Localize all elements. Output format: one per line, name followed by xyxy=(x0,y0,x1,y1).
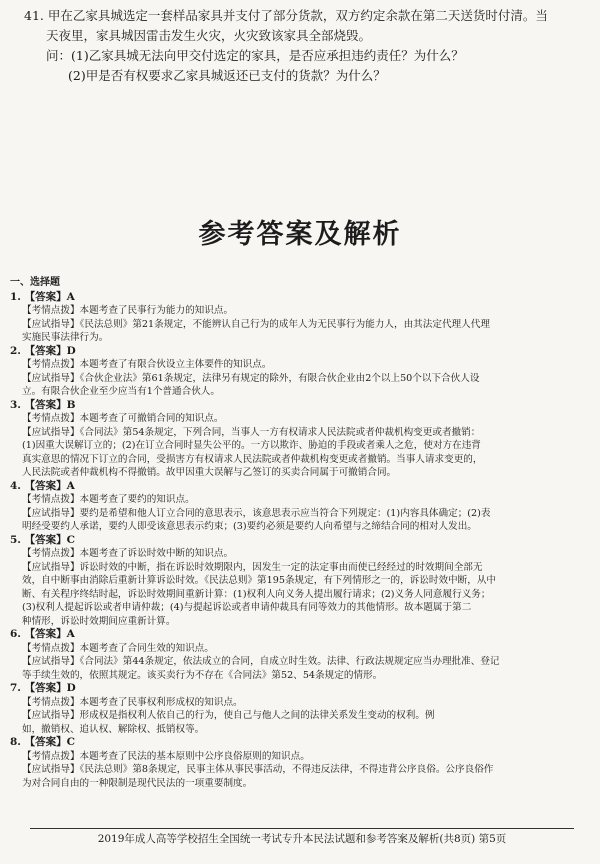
answer-item xyxy=(10,399,590,480)
answer-key: 4. 【答案】A xyxy=(10,479,75,492)
answer-item xyxy=(10,534,590,629)
answer-text-line: 明经受要约人承诺，要约人即受该意思表示约束；(3)要约必须是要约人向希望与之缔结合同的相对人发出。 xyxy=(22,521,477,532)
section-heading: 一、选择题 xyxy=(10,277,60,288)
answer-text-line: 等手续生效的，依照其规定。该买卖行为不存在《合同法》第52、54条规定的情形。 xyxy=(22,669,383,681)
answer-key: 8. 【答案】C xyxy=(10,736,75,748)
answer-key: 5. 【答案】C xyxy=(10,533,75,546)
answer-text-line: 实施民事法律行为。 xyxy=(22,332,109,343)
answer-key: 6. 【答案】A xyxy=(10,628,75,640)
question-41-line: (2)甲是否有权要求乙家具城返还已支付的货款？为什么？ xyxy=(68,68,386,83)
answer-text-line: 【应试指导】《民法总则》第8条规定，民事主体从事民事活动，不得违反法律，不得违背公序良俗。公序良俗作 xyxy=(22,764,494,775)
answer-text-line: 立。有限合伙企业至少应当有1个普通合伙人。 xyxy=(22,386,220,397)
answer-text-line: 效，自中断事由消除后重新计算诉讼时效。《民法总则》第195条规定，有下列情形之一的，诉讼时效中断，从中 xyxy=(22,575,497,586)
answer-key: 2. 【答案】D xyxy=(10,344,76,357)
answer-text-line: 【考情点拨】本题考查了可撤销合同的知识点。 xyxy=(22,413,224,424)
answer-text-line: 【应试指导】要约是希望和他人订立合同的意思表示，该意思表示应当符合下列规定：(1)内容具体确定；(2)表 xyxy=(22,507,491,519)
question-41-line: 天夜里，家具城因雷击发生火灾，火灾致该家具全部烧毁。 xyxy=(46,28,372,43)
page-title: 参考答案及解析 xyxy=(198,219,402,250)
page-footer: 2019年成人高等学校招生全国统一考试专升本民法试题和参考答案及解析(共8页) 第5页 xyxy=(30,828,574,849)
answer-text-line: 为对合同自由的一种限制是现代民法的一项重要制度。 xyxy=(22,777,253,789)
answer-item xyxy=(10,736,590,790)
answer-text-line: 人民法院或者仲裁机构不得撤销。故甲因重大误解与乙签订的买卖合同属于可撤销合同。 xyxy=(22,467,397,478)
answer-text-line: 【考情点拨】本题考查了民事权利形成权的知识点。 xyxy=(22,696,243,708)
answer-item xyxy=(10,480,590,534)
answer-text-line: 【应试指导】《合伙企业法》第61条规定，法律另有规定的除外，有限合伙企业由2个以上50个以下合伙人设 xyxy=(22,372,480,384)
question-41 xyxy=(24,6,584,86)
answer-text-line: 【考情点拨】本题考查了要约的知识点。 xyxy=(22,494,195,505)
question-41-line: 问：(1)乙家具城无法向甲交付选定的家具，是否应承担违约责任？为什么？ xyxy=(46,48,464,63)
answer-text-line: 【应试指导】《合同法》第44条规定，依法成立的合同，自成立时生效。法律、行政法规规定应当办理批准、登记 xyxy=(22,656,500,667)
answer-text-line: 【应试指导】《民法总则》第21条规定，不能辨认自己行为的成年人为无民事行为能力人，由其法定代理人代理 xyxy=(22,318,490,330)
answer-text-line: 如，撤销权、追认权、解除权、抵销权等。 xyxy=(22,723,205,735)
answer-item xyxy=(10,345,590,399)
answer-text-line: 断、有关程序终结时起，诉讼时效期间重新计算：(1)权利人向义务人提出履行请求；(2)义务人同意履行义务； xyxy=(22,588,491,600)
answer-item xyxy=(10,291,590,345)
answer-text-line: 【考情点拨】本题考查了诉讼时效中断的知识点。 xyxy=(22,548,234,559)
answer-text-line: 【考情点拨】本题考查了民法的基本原则中公序良俗原则的知识点。 xyxy=(22,750,310,762)
answer-key: 3. 【答案】B xyxy=(10,398,76,411)
answer-list xyxy=(10,276,590,790)
answer-item xyxy=(10,682,590,736)
answer-text-line: 【考情点拨】本题考查了合同生效的知识点。 xyxy=(22,642,214,654)
answer-key: 1. 【答案】A xyxy=(10,290,75,303)
answer-text-line: 【应试指导】《合同法》第54条规定，下列合同，当事人一方有权请求人民法院或者仲裁机构变更或者撤销： xyxy=(22,426,481,438)
answer-text-line: 【考情点拨】本题考查了有限合伙设立主体要件的知识点。 xyxy=(22,359,272,370)
answer-key: 7. 【答案】D xyxy=(10,682,76,694)
answer-item xyxy=(10,628,590,682)
answer-text-line: 【应试指导】形成权是指权利人依自己的行为，使自己与他人之间的法律关系发生变动的权利。例 xyxy=(22,710,435,721)
answer-text-line: 【应试指导】诉讼时效的中断，指在诉讼时效期限内，因发生一定的法定事由而使已经经过的时效期间全部无 xyxy=(22,561,483,573)
answer-text-line: (1)因重大误解订立的；(2)在订立合同时显失公平的。一方以欺诈、胁迫的手段或者乘人之危，使对方在违背 xyxy=(22,440,481,451)
answer-text-line: 种情形，诉讼时效期间应重新计算。 xyxy=(22,615,176,627)
question-41-line: 41. 甲在乙家具城选定一套样品家具并支付了部分货款，双方约定余款在第二天送货时付清。当 xyxy=(24,8,548,23)
answer-text-line: 【考情点拨】本题考查了民事行为能力的知识点。 xyxy=(22,305,234,316)
answer-text-line: 真实意思的情况下订立的合同，受损害方有权请求人民法院或者仲裁机构变更或者撤销。当事人请求变更的， xyxy=(22,453,483,465)
answer-text-line: (3)权利人提起诉讼或者申请仲裁；(4)与提起诉讼或者申请仲裁具有同等效力的其他情形。故本题属于第二 xyxy=(22,602,472,613)
